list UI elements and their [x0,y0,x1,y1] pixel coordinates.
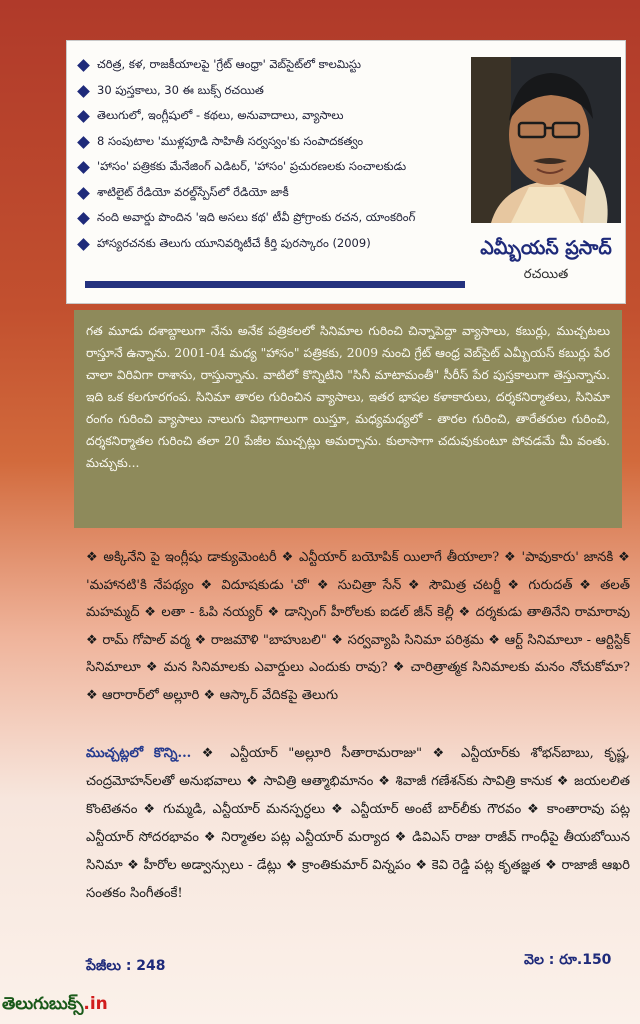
achievement-text: తెలుగులో, ఇంగ్లీషులో - కథలు, అనువాదాలు, వ్యాసాలు [97,108,344,123]
decorative-divider-bar [85,281,465,288]
watermark-suffix: .in [83,994,108,1014]
page-count: పేజీలు : 248 [86,958,166,974]
author-achievements-list [75,53,469,257]
diamond-bullet-icon [77,161,90,174]
price-label: వెల : రూ.150 [524,952,612,968]
book-description: గత మూడు దశాబ్దాలుగా నేను అనేక పత్రికలలో సినిమాల గురించి చిన్నాపెద్దా వ్యాసాలు, కబుర్లు, ముచ్చటలు రాస్తూనే ఉన్నాను. 2001-04 మధ్య "హాసం" పత్రికకు, 2009 నుంచి గ్రేట్ ఆంధ్ర వెబ్‌సైట్ ఎమ్బీయస్ కబుర్లు పేర చాలా విరివిగా రాశాను, రాస్తున్నాను. వాటిలో కొన్నిటిని "సినీ మాటామంతీ" సీరీస్ పేర పుస్తకాలుగా తెస్తున్నాను. ఇది ఒక కలగూరగంప. సినిమా తారల గురించిన వ్యాసాలు, ఇతర భాషల కళాకారులు, దర్శకనిర్మాతలు, సినిమా రంగం గురించి వ్యాసాలు నాలుగు విభాగాలుగా యిస్తూ, మధ్యమధ్యలో - తారల గురించి, తారేతరుల గురించి, దర్శకనిర్మాతల గురించి తలా 20 పేజీల ముచ్చట్లు అమర్చాను. కులాసాగా చదువుకుంటూ పోవడమే మీ వంతు. మచ్చుకు... [86,324,610,470]
diamond-bullet-icon [77,238,90,251]
achievement-text: 'హాసం' పత్రికకు మేనేజింగ్ ఎడిటర్, 'హాసం' ప్రచురణలకు సంచాలకుడు [97,159,407,174]
achievement-text: హాస్యరచనకు తెలుగు యూనివర్శిటీచే కీర్తి పురస్కారం (2009) [97,235,371,250]
list-item [75,104,469,130]
achievement-text: చరిత్ర, కళ, రాజకీయాలపై 'గ్రేట్ ఆంధ్రా' వెబ్‌సైట్‌లో కాలమిస్టు [97,57,361,72]
diamond-bullet-icon [77,187,90,200]
achievement-text: నంది అవార్డు పొందిన 'ఇది అసలు కథ' టీవీ ప్రోగ్రాంకు రచన, యాంకరింగ్ [97,210,416,225]
list-item [75,181,469,207]
author-info-panel [66,40,626,304]
achievement-text: 30 పుస్తకాలు, 30 ఈ బుక్స్ రచయిత [97,82,264,97]
memories-section [86,740,630,908]
list-item [75,130,469,156]
diamond-bullet-icon [77,212,90,225]
list-item [75,206,469,232]
memories-list: ❖ ఎన్టీయార్ "అల్లూరి సీతారామరాజు" ❖ ఎన్టీయార్‌కు శోభన్‌బాబు, కృష్ణ, చంద్రమోహన్‌లతో అనుభవాలు ❖ సావిత్రి ఆత్మాభిమానం ❖ శివాజీ గణేశన్‌కు సావిత్రి కానుక ❖ జయలలిత కొంటెతనం ❖ గుమ్మడి, ఎన్టీయార్ మనస్పర్ధలు ❖ ఎన్టీయార్ అంటే బార్‌లీకు గౌరవం ❖ కాంతారావు పట్ల ఎన్టీయార్ సోదరభావం ❖ నిర్మాతల పట్ల ఎన్టీయార్ మర్యాద ❖ డివిఎస్ రాజు రాజీవ్ గాంధీపై తీయబోయిన సినిమా ❖ హీరోల అడ్వాన్సులు - డేట్లు ❖ క్రాంతికుమార్ విన్నపం ❖ కెవి రెడ్డి పట్ల కృతజ్ఞత ❖ రాజాజీ ఆఖరి సంతకం సింగీతంకే! [86,746,630,901]
diamond-bullet-icon [77,59,90,72]
list-item [75,232,469,258]
author-photo [471,57,621,223]
watermark-text: తెలుగుబుక్స్ [2,994,84,1014]
diamond-bullet-icon [77,136,90,149]
author-portrait-illustration [471,57,621,223]
diamond-bullet-icon [77,110,90,123]
list-item [75,53,469,79]
book-description-box [74,310,622,528]
list-item [75,155,469,181]
author-role: రచయిత [523,267,569,282]
contents-list: ❖ అక్కినేని పై ఇంగ్లీషు డాక్యుమెంటరీ ❖ ఎన్టీయార్ బయోపిక్ యిలాగే తీయాలా? ❖ 'పావుకారు' జానకి ❖ 'మహానటి'కి నేపథ్యం ❖ విదూషకుడు 'చో' ❖ సుచిత్రా సేన్ ❖ సౌమిత్ర చటర్జీ ❖ గురుదత్ ❖ తలత్ మహమ్మద్ ❖ లతా - ఓపి నయ్యర్ ❖ డాన్సింగ్ హీరోలకు ఐడల్ జీన్ కెల్లీ ❖ దర్శకుడు తాతినేని రామారావు ❖ రామ్ గోపాల్ వర్మ ❖ రాజమౌళి "బాహుబలి" ❖ సర్వవ్యాపి సినిమా పరిశ్రమ ❖ ఆర్ట్ సినిమాలూ - ఆర్టిస్టిక్ సినిమాలూ ❖ మన సినిమాలకు ఎవార్డులు ఎందుకు రావు? ❖ చారిత్రాత్మక సినిమాలకు మనం నోచుకోమా? ❖ ఆరారార్‌లో అల్లూరి ❖ ఆస్కార్ వేదికపై తెలుగు [86,550,630,703]
list-item [75,79,469,105]
achievement-text: 8 సంపుటాల 'ముళ్లపూడి సాహితీ సర్వస్వం'కు సంపాదకత్వం [97,133,364,148]
watermark-logo [2,994,132,1020]
achievement-text: శాటిలైట్ రేడియో వరల్డ్‌స్పేస్‌లో రేడియో జాకీ [97,184,289,199]
memories-label: ముచ్చట్లలో కొన్ని... [86,746,192,761]
diamond-bullet-icon [77,85,90,98]
author-name: ఎమ్బీయస్ ప్రసాద్ [480,237,612,259]
